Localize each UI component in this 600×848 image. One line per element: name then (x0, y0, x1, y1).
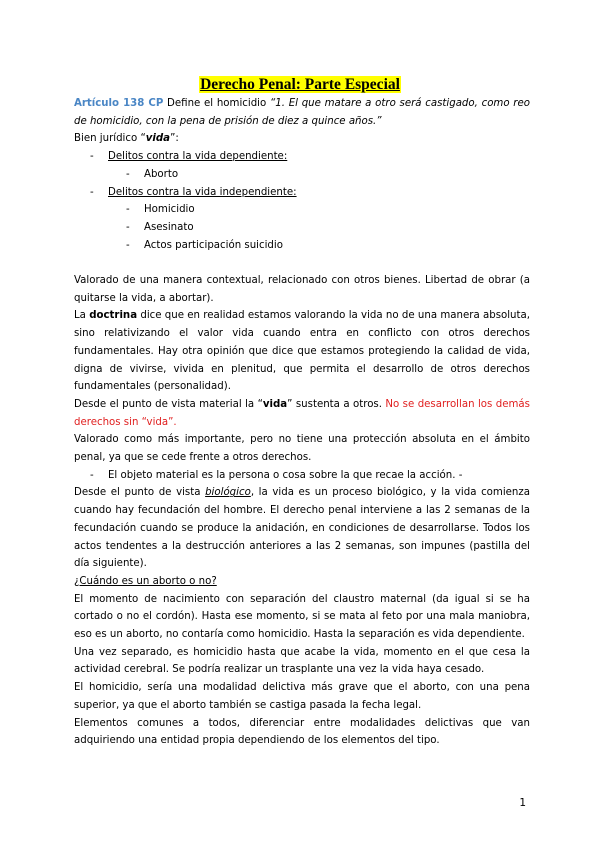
bullet-list (74, 467, 530, 485)
p3-bold: vida (262, 398, 288, 410)
sublist-item: - Actos participación suicidio (108, 237, 530, 255)
delitos-list (74, 148, 530, 254)
p5-pre: Desde el punto de vista (74, 487, 206, 499)
bien-word: vida (145, 133, 171, 145)
paragraph (74, 396, 530, 431)
p3-red: No se desarrollan los demás derechos sin “vida”. (74, 398, 530, 428)
article-intro: Define el homicidio (163, 98, 270, 109)
title-text: Derecho Penal: Parte Especial (200, 76, 400, 93)
p2-post: dice que en realidad estamos valorando la vida no de una manera absoluta, sino relativizando el valor vida cuando entra en conflicto con otros derechos fundamentales. Hay otra opinión que dice que estamos protegiendo la calidad de vida, digna de vivirse, vivida en plenitud, que permita el desarrollo de otros derechos fundamentales (personalidad). (74, 310, 530, 393)
sublist (108, 201, 530, 254)
sublist (108, 166, 530, 184)
p5-iu: biológico (205, 487, 251, 499)
paragraph: El momento de nacimiento con separación del claustro maternal (da igual si se ha cortado o no el cordón). Hasta ese momento, si se mata al feto por una mala maniobra, eso es un aborto, no contaría como homicidio. Hasta la separación es vida dependiente. (74, 593, 530, 641)
list-item: - El objeto material es la persona o cosa sobre la que recae la acción. - (74, 467, 530, 485)
list-item-label: Delitos contra la vida dependiente: (108, 151, 288, 163)
bien-post: ”: (170, 133, 179, 145)
bien-pre: Bien jurídico “ (74, 133, 146, 145)
article-quote: “1. El que matare a otro será castigado, como reo de homicidio, con la pena de prisión de diez a quince años.” (74, 98, 530, 127)
p2-bold: doctrina (89, 310, 138, 322)
paragraph: Valorado como más importante, pero no tiene una protección absoluta en el ámbito penal, ya que se cede frente a otros derechos. (74, 434, 530, 464)
page-title (0, 75, 600, 95)
p3-mid: ” sustenta a otros. (287, 398, 386, 410)
list-item (74, 184, 530, 255)
p5-post: , la vida es un proceso biológico, y la vida comienza cuando hay fecundación del hombre. El derecho penal interviene a las 2 semanas de la fecundación cuando se produce la anidación, en condiciones de desarrollarse. Todos los actos tendentes a la destrucción anteriores a las 2 semanas, son impunes (pastilla del día siguiente). (74, 487, 530, 570)
page-number: 1 (519, 797, 526, 809)
list-item (74, 148, 530, 183)
p3-pre: Desde el punto de vista material la “ (74, 398, 263, 410)
paragraph (74, 307, 530, 396)
blank-line (74, 254, 530, 272)
paragraph (74, 484, 530, 573)
paragraph: Valorado de una manera contextual, relacionado con otros bienes. Libertad de obrar (a quitarse la vida, a abortar). (74, 275, 530, 304)
paragraph: Una vez separado, es homicidio hasta que acabe la vida, momento en el que cesa la actividad cerebral. Se podría realizar un trasplante una vez la vida haya cesado. (74, 646, 530, 676)
sublist-item: - Asesinato (108, 219, 530, 237)
article-label: Artículo 138 CP (74, 98, 164, 109)
sublist-item: - Homicidio (108, 201, 530, 219)
article-paragraph (74, 95, 530, 130)
paragraph: Elementos comunes a todos, diferenciar entre modalidades delictivas que van adquiriendo una entidad propia dependiendo de los elementos del tipo. (74, 717, 530, 747)
p2-pre: La (74, 310, 90, 322)
bien-juridico-line (74, 130, 530, 148)
paragraph: El homicidio, sería una modalidad delictiva más grave que el aborto, con una pena superior, ya que el aborto también se castiga pasada la fecha legal. (74, 682, 530, 711)
question-heading: ¿Cuándo es un aborto o no? (74, 575, 217, 587)
sublist-item: - Aborto (108, 166, 530, 184)
list-item-label: Delitos contra la vida independiente: (108, 186, 297, 198)
document-body (74, 95, 530, 750)
